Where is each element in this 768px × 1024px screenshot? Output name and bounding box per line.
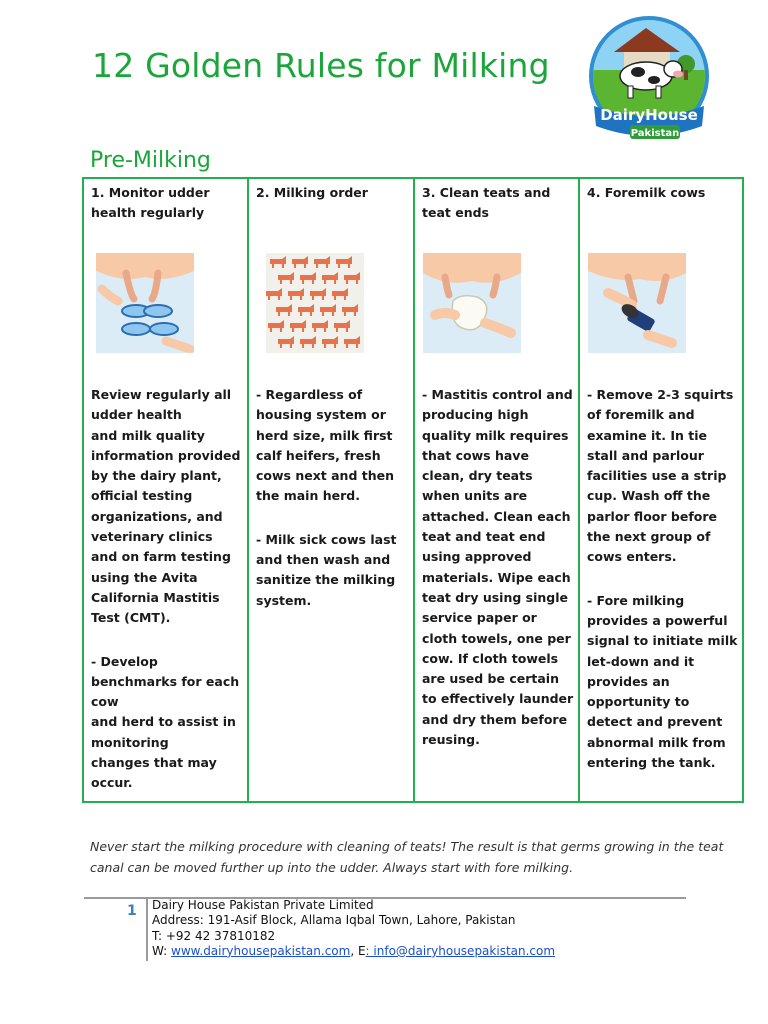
- rule-paragraph: - Mastitis control and producing high quality milk requires that cows have clean, dry teats when units are attached. Clean each teat and teat end using approved materials. Wipe each teat dry using single service paper or cloth towels, one per cow. If cloth towels are used be certain to effectively launder and dry them before reusing.: [422, 387, 574, 748]
- footer-contact: [152, 898, 555, 959]
- rule-column-4: [578, 179, 742, 801]
- rule-heading: 4. Foremilk cows: [587, 185, 706, 200]
- rule-column-2: [247, 179, 413, 801]
- svg-text:Pakistan: Pakistan: [630, 128, 680, 139]
- rule-description: [422, 385, 574, 773]
- company-name: Dairy House Pakistan Private Limited: [152, 898, 374, 912]
- rule-column-3: [413, 179, 578, 801]
- rule-paragraph: - Milk sick cows last and then wash and sanitize the milking system.: [256, 531, 397, 608]
- rule-description: [91, 385, 243, 817]
- rule-heading: 2. Milking order: [256, 185, 368, 200]
- rule-description: [256, 385, 409, 634]
- teat-cleaning-icon: [423, 253, 521, 353]
- dairyhouse-logo: [584, 14, 714, 146]
- email-prefix: , E: [350, 943, 366, 958]
- page-number: 1: [127, 903, 137, 919]
- rule-description: [587, 385, 738, 796]
- rule-paragraph: - Develop benchmarks for each cow and herd to assist in monitoring changes that may occur.: [91, 653, 240, 791]
- web-prefix: W:: [152, 943, 172, 958]
- rule-column-1: [84, 179, 247, 801]
- rule-heading: 3. Clean teats and teat ends: [422, 185, 551, 220]
- email-link[interactable]: : info@dairyhousepakistan.com: [365, 943, 556, 958]
- rule-paragraph: - Regardless of housing system or herd size, milk first calf heifers, fresh cows next and then the main herd.: [256, 387, 394, 504]
- rules-grid: [82, 177, 744, 803]
- rule-heading: 1. Monitor udder health regularly: [91, 185, 210, 220]
- company-phone: T: +92 42 37810182: [152, 928, 276, 943]
- udder-strip-cup-icon: [96, 253, 194, 353]
- milking-note: Never start the milking procedure with cleaning of teats! The result is that germs growing in the teat canal can be moved further up into the udder. Always start with fore milking.: [90, 839, 724, 875]
- rule-paragraph: - Remove 2-3 squirts of foremilk and examine it. In tie stall and parlour facilities use a strip cup. Wash off the parlor floor before the next group of cows enters.: [587, 387, 734, 565]
- foremilk-strip-icon: [588, 253, 686, 353]
- company-web-email: [152, 944, 555, 959]
- footer-vertical-divider: [146, 899, 148, 961]
- page-title: 12 Golden Rules for Milking: [92, 46, 550, 85]
- svg-text:DairyHouse: DairyHouse: [600, 106, 698, 124]
- website-link[interactable]: www.dairyhousepakistan.com: [171, 943, 351, 958]
- rule-paragraph: - Fore milking provides a powerful signal to initiate milk let-down and it provides an opportunity to detect and prevent abnormal milk from entering the tank.: [587, 592, 738, 771]
- company-address: Address: 191-Asif Block, Allama Iqbal Town, Lahore, Pakistan: [152, 913, 516, 928]
- section-heading: Pre-Milking: [90, 148, 211, 173]
- herd-order-icon: [266, 253, 364, 353]
- rule-paragraph: Review regularly all udder health and milk quality information provided by the dairy plant, official testing organizations, and veterinary clinics and on farm testing using the Avita California Mastitis Test (CMT).: [91, 387, 241, 626]
